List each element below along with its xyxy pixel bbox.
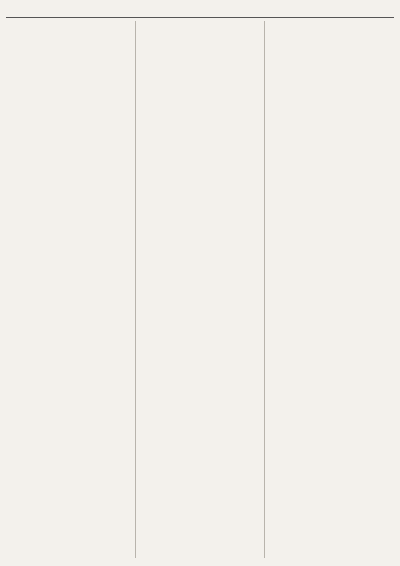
header-divider bbox=[6, 17, 394, 18]
column-right bbox=[264, 21, 394, 558]
running-header bbox=[6, 4, 394, 16]
column-middle bbox=[135, 21, 265, 558]
entry-columns bbox=[6, 21, 394, 558]
column-left bbox=[6, 21, 135, 558]
